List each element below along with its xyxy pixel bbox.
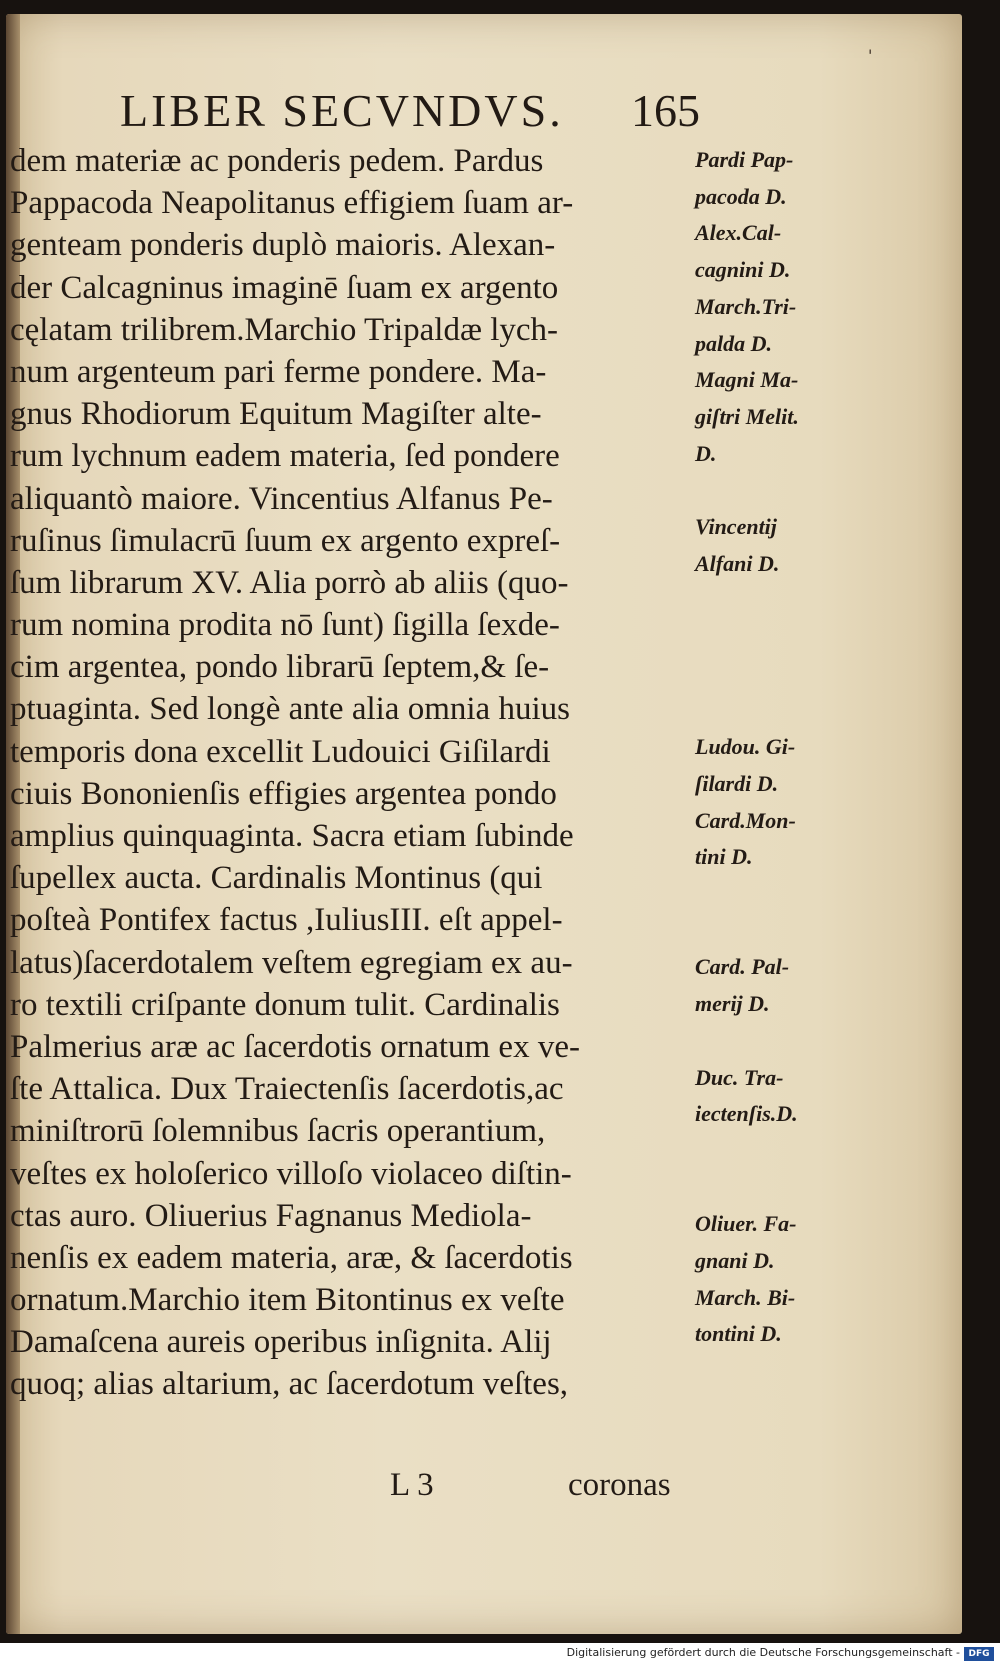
text-line: ro textili criſpante donum tulit. Cardinalis xyxy=(10,986,560,1023)
marginal-note: pacoda D. xyxy=(695,183,787,209)
text-line: veſtes ex holoſerico villoſo violaceo diſtin- xyxy=(10,1155,572,1192)
text-line: quoq; alias altarium, ac ſacerdotum veſtes, xyxy=(10,1366,569,1403)
text-line: dem materiæ ac ponderis pedem. Pardus xyxy=(10,143,544,179)
marginal-note: Card.Mon- xyxy=(695,807,796,833)
text-line: rum nomina prodita nō ſunt) ſigilla ſexde- xyxy=(10,607,560,644)
digitization-credit: Digitalisierung gefördert durch die Deutsche Forschungsgemeinschaft - xyxy=(566,1646,960,1659)
text-line: temporis dona excellit Ludouici Giſilardi xyxy=(10,733,551,770)
text-line: ornatum.Marchio item Bitontinus ex veſte xyxy=(10,1282,565,1319)
marginal-note: March.Tri- xyxy=(695,293,797,319)
running-head xyxy=(120,84,700,144)
text-line: genteam ponderis duplò maioris. Alexan- xyxy=(10,227,556,264)
marginal-note: tini D. xyxy=(695,844,753,870)
marginal-note: Vincentij xyxy=(695,514,777,539)
page-number: 165 xyxy=(631,85,700,136)
text-line: num argenteum pari ferme pondere. Ma- xyxy=(10,353,547,390)
corner-mark: ' xyxy=(868,46,873,65)
marginal-note: D. xyxy=(695,440,717,466)
main-text-block xyxy=(10,140,690,1406)
text-line: amplius quinquaginta. Sacra etiam ſubinde xyxy=(10,818,574,854)
marginal-note: March. Bi- xyxy=(695,1284,796,1310)
text-line: ctas auro. Oliuerius Fagnanus Mediola- xyxy=(10,1197,532,1234)
text-line: ruſinus ſimulacrū ſuum ex argento expreſ- xyxy=(10,522,561,559)
marginal-note: Pardi Pap- xyxy=(695,147,794,172)
marginal-note: iectenſis.D. xyxy=(695,1101,798,1127)
text-line: latus)ſacerdotalem veſtem egregiam ex au- xyxy=(10,944,573,981)
text-line: rum lychnum eadem materia, ſed pondere xyxy=(10,438,560,475)
text-line: ſum librarum XV. Alia porrò ab aliis (quo- xyxy=(10,564,569,601)
marginal-note: giſtri Melit. xyxy=(695,403,799,429)
marginal-note: merij D. xyxy=(695,991,770,1017)
text-line: nenſis ex eadem materia, aræ, & ſacerdotis xyxy=(10,1239,573,1276)
text-line: der Calcagninus imaginē ſuam ex argento xyxy=(10,269,559,306)
text-line: aliquantò maiore. Vincentius Alfanus Pe- xyxy=(10,480,553,517)
marginal-note: Card. Pal- xyxy=(695,954,790,980)
marginal-note: Duc. Tra- xyxy=(695,1064,784,1090)
text-line: poſteà Pontifex factus ,IuliusIII. eſt appel- xyxy=(10,902,563,939)
marginal-note: gnani D. xyxy=(695,1248,775,1273)
text-line: gnus Rhodiorum Equitum Magiſter alte- xyxy=(10,396,542,433)
text-line: Damaſcena aureis operibus inſignita. Alij xyxy=(10,1324,552,1361)
marginal-note: cagnini D. xyxy=(695,257,791,283)
marginal-note: Oliuer. Fa- xyxy=(695,1211,797,1237)
text-line: Pappacoda Neapolitanus effigiem ſuam ar- xyxy=(10,185,574,222)
marginal-note: Alfani D. xyxy=(695,550,780,576)
text-line: cim argentea, pondo librarū ſeptem,& ſe- xyxy=(10,649,550,686)
dfg-logo: DFG xyxy=(964,1647,994,1661)
text-line: ciuis Bononienſis effigies argentea pondo xyxy=(10,775,557,812)
marginal-note: palda D. xyxy=(695,330,772,356)
marginal-note: tontini D. xyxy=(695,1321,782,1347)
text-line: ptuaginta. Sed longè ante alia omnia huius xyxy=(10,691,570,728)
text-line: Palmerius aræ ac ſacerdotis ornatum ex ve- xyxy=(10,1028,580,1065)
text-line: miniſtrorū ſolemnibus ſacris operantium, xyxy=(10,1113,546,1150)
text-line: ſupellex aucta. Cardinalis Montinus (qui xyxy=(10,860,543,897)
marginal-note: Alex.Cal- xyxy=(695,220,782,246)
signature-mark: L 3 xyxy=(390,1467,434,1503)
marginal-notes xyxy=(695,140,855,1400)
marginal-note: Magni Ma- xyxy=(695,367,799,393)
text-line: ſte Attalica. Dux Traiectenſis ſacerdotis,ac xyxy=(10,1071,564,1108)
marginal-note: ſilardi D. xyxy=(695,770,779,796)
catchword: coronas xyxy=(568,1467,671,1503)
marginal-note: Ludou. Gi- xyxy=(695,734,796,760)
running-head-title: LIBER SECVNDVS. xyxy=(120,85,564,136)
text-line: cęlatam trilibrem.Marchio Tripaldæ lych- xyxy=(10,311,559,348)
